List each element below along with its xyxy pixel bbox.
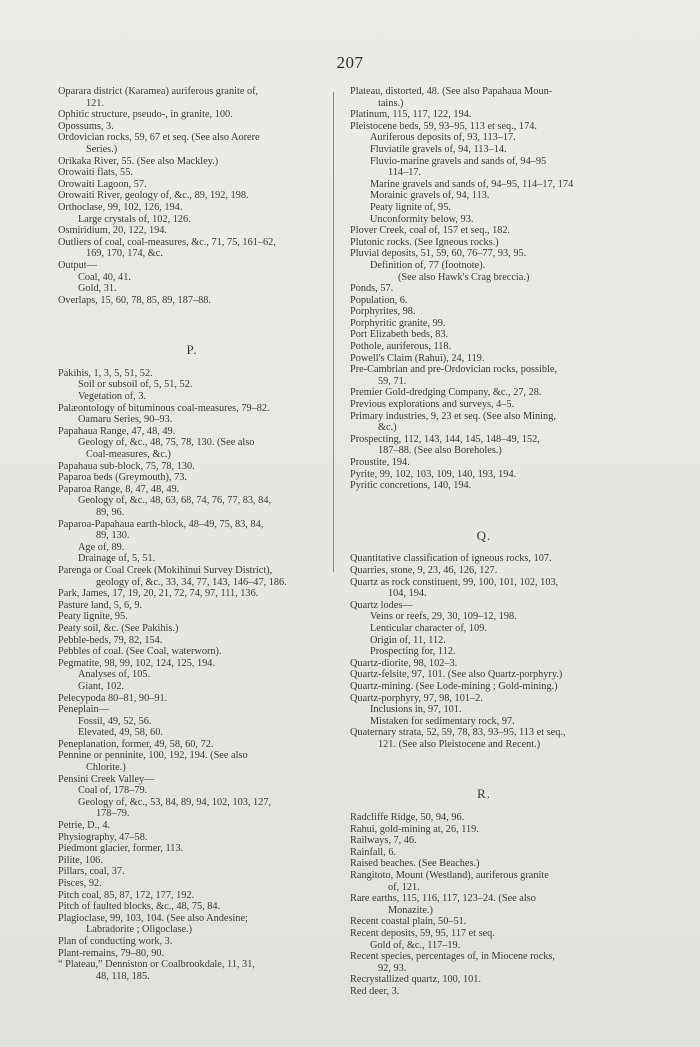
index-entry: Pebbles of coal. (See Coal, waterworn).	[58, 646, 222, 658]
section-letter-heading: R.	[477, 786, 491, 802]
index-entry: Peneplain—	[58, 704, 109, 716]
index-subentry: Oamaru Series, 90–93.	[78, 414, 173, 426]
index-subentry: tains.)	[378, 97, 404, 109]
index-column-right	[350, 86, 618, 998]
index-entry: Pleistocene beds, 59, 93–95, 113 et seq., 174.	[350, 120, 537, 132]
index-entry: Ordovician rocks, 59, 67 et seq. (See also Aorere	[58, 132, 260, 144]
index-subentry: Mistaken for sedimentary rock, 97.	[370, 715, 515, 727]
index-subentry: Elevated, 49, 58, 60.	[78, 727, 163, 739]
index-entry: Pennine or penninite, 100, 192, 194. (See also	[58, 750, 248, 762]
index-subentry: Geology of, &c., 48, 75, 78, 130. (See also	[78, 437, 255, 449]
index-entry: Park, James, 17, 19, 20, 21, 72, 74, 97, 111, 136.	[58, 588, 259, 600]
index-subentry: geology of, &c., 33, 34, 77, 143, 146–47, 186.	[96, 576, 287, 588]
index-entry: Pegmatite, 98, 99, 102, 124, 125, 194.	[58, 657, 216, 669]
index-entry: Premier Gold-dredging Company, &c., 27, 28.	[350, 387, 542, 399]
index-subentry: Vegetation of, 3.	[78, 391, 147, 403]
index-entry: Powell's Claim (Rahui), 24, 119.	[350, 352, 485, 364]
index-entry: Prospecting, 112, 143, 144, 145, 148–49, 152,	[350, 433, 540, 445]
section-letter-heading: P.	[186, 342, 198, 358]
index-entry: Quarries, stone, 9, 23, 46, 126, 127.	[350, 564, 498, 576]
index-subentry: Origin of, 11, 112.	[370, 634, 446, 646]
index-entry: Recent coastal plain, 50–51.	[350, 916, 467, 928]
index-subentry: Unconformity below, 93.	[370, 213, 474, 225]
index-entry: Pitch coal, 85, 87, 172, 177, 192.	[58, 889, 195, 901]
index-entry: Quartz-porphyry, 97, 98, 101–2.	[350, 692, 483, 704]
index-subentry: Fluviatile gravels of, 94, 113–14.	[370, 143, 507, 155]
index-entry: Peneplanation, former, 49, 58, 60, 72.	[58, 738, 214, 750]
index-entry: Rahui, gold-mining at, 26, 119.	[350, 823, 479, 835]
index-entry: Paparoa Range, 8, 47, 48, 49.	[58, 483, 180, 495]
index-entry: Pluvial deposits, 51, 59, 60, 76–77, 93, 95.	[350, 248, 527, 260]
index-entry: Rainfall, 6.	[350, 846, 397, 858]
index-entry: Pillars, coal, 37.	[58, 866, 125, 878]
index-entry: Orowaiti Lagoon, 57.	[58, 178, 147, 190]
index-entry: Recent species, percentages of, in Miocene rocks,	[350, 951, 555, 963]
index-entry: Petrie, D., 4.	[58, 820, 111, 832]
index-entry: Papahaua Range, 47, 48, 49.	[58, 425, 176, 437]
index-entry: Orthoclase, 99, 102, 126, 194.	[58, 201, 183, 213]
index-subentry: Gold of, &c., 117–19.	[370, 939, 461, 951]
index-entry: Raised beaches. (See Beaches.)	[350, 858, 480, 870]
index-subentry: Drainage of, 5, 51.	[78, 553, 156, 565]
index-subentry: 59, 71.	[378, 375, 407, 387]
index-subentry: 121. (See also Pleistocene and Recent.)	[378, 738, 541, 750]
index-subentry: 187–88. (See also Boreholes.)	[378, 445, 502, 457]
index-subentry: Coal, 40, 41.	[78, 271, 131, 283]
index-entry: Rangitoto, Mount (Westland), auriferous granite	[350, 870, 549, 882]
index-entry: Pilite, 106.	[58, 854, 103, 866]
section-letter-heading: Q.	[476, 527, 492, 543]
index-entry: Plutonic rocks. (See Igneous rocks.)	[350, 236, 499, 248]
index-subentry: Inclusions in, 97, 101.	[370, 704, 462, 716]
index-entry: Plan of conducting work, 3.	[58, 935, 173, 947]
index-subentry: Peaty lignite of, 95.	[370, 201, 451, 213]
index-subentry: Marine gravels and sands of, 94–95, 114–17, 174	[370, 178, 574, 190]
index-entry: Orowaiti River, geology of, &c., 89, 192, 198.	[58, 190, 249, 202]
index-entry: Outliers of coal, coal-measures, &c., 71, 75, 161–62,	[58, 236, 276, 248]
index-entry: Radcliffe Ridge, 50, 94, 96.	[350, 812, 465, 824]
index-subentry: Chlorite.)	[86, 762, 126, 774]
index-entry: Rare earths, 115, 116, 117, 123–24. (See also	[350, 893, 536, 905]
index-entry: Overlaps, 15, 60, 78, 85, 89, 187–88.	[58, 294, 212, 306]
index-entry: Pyritic concretions, 140, 194.	[350, 480, 472, 492]
index-entry: Quartz-diorite, 98, 102–3.	[350, 657, 458, 669]
index-entry: Plover Creek, coal of, 157 et seq., 182.	[350, 225, 511, 237]
index-entry: Paparoa beds (Greymouth), 73.	[58, 472, 187, 484]
index-subentry: (See also Hawk's Crag breccia.)	[398, 271, 530, 283]
index-subentry: 48, 118, 185.	[96, 970, 150, 982]
index-subentry: 92, 93.	[378, 962, 407, 974]
index-subentry: Coal-measures, &c.)	[86, 449, 171, 461]
index-entry: Plagioclase, 99, 103, 104. (See also Andesine;	[58, 912, 248, 924]
index-entry: Output—	[58, 259, 97, 271]
index-entry: Orikaka River, 55. (See also Mackley.)	[58, 155, 219, 167]
index-entry: Peaty lignite, 95.	[58, 611, 128, 623]
index-entry: Quartz lodes—	[350, 599, 413, 611]
index-entry: Quaternary strata, 52, 59, 78, 83, 93–95, 113 et seq.,	[350, 727, 566, 739]
index-entry: Porphyritic granite, 99.	[350, 317, 446, 329]
index-entry: Quartz as rock constituent, 99, 100, 101, 102, 103,	[350, 576, 559, 588]
index-entry: Osmiridium, 20, 122, 194.	[58, 225, 167, 237]
index-subentry: Definition of, 77 (footnote).	[370, 259, 486, 271]
index-entry: Port Elizabeth beds, 83.	[350, 329, 449, 341]
index-subentry: 89, 130.	[96, 530, 130, 542]
index-entry: Palæontology of bituminous coal-measures, 79–82.	[58, 402, 270, 414]
index-entry: Pisces, 92.	[58, 878, 102, 889]
index-entry: Proustite, 194.	[350, 457, 410, 468]
index-entry: Pensini Creek Valley—	[58, 773, 155, 785]
index-entry: Ophitic structure, pseudo-, in granite, 100.	[58, 109, 233, 121]
index-entry: Pelecypoda 80–81, 90–91.	[58, 692, 168, 704]
index-entry: Quartz-mining. (See Lode-mining ; Gold-mining.)	[350, 680, 558, 692]
index-entry: Papahaua sub-block, 75, 78, 130.	[58, 460, 195, 472]
index-subentry: 178–79.	[96, 808, 130, 820]
index-entry: Quantitative classification of igneous rocks, 107.	[350, 553, 552, 565]
index-subentry: Giant, 102.	[78, 680, 125, 692]
index-subentry: Prospecting for, 112.	[370, 646, 456, 658]
page-number: 207	[336, 53, 364, 72]
index-subentry: Series.)	[86, 143, 118, 155]
index-entry: Parenga or Coal Creek (Mokihinui Survey District),	[58, 564, 273, 576]
column-divider	[333, 92, 334, 572]
index-subentry: Geology of, &c., 48, 63, 68, 74, 76, 77, 83, 84,	[78, 495, 272, 507]
index-subentry: Gold, 31.	[78, 283, 117, 295]
index-subentry: Age of, 89.	[78, 541, 125, 553]
index-entry: Pre-Cambrian and pre-Ordovician rocks, possible,	[350, 364, 558, 376]
index-entry: Porphyrites, 98.	[350, 306, 416, 318]
index-entry: Platinum, 115, 117, 122, 194.	[350, 109, 472, 121]
index-entry: Primary industries, 9, 23 et seq. (See also Mining,	[350, 410, 556, 422]
index-entry: Pakihis, 1, 3, 5, 51, 52.	[58, 367, 153, 379]
index-subentry: 114–17.	[388, 167, 422, 179]
index-subentry: Auriferous deposits of, 93, 113–17.	[370, 132, 516, 144]
index-subentry: Fossil, 49, 52, 56.	[78, 715, 152, 727]
index-subentry: Geology of, &c., 53, 84, 89, 94, 102, 103, 127,	[78, 796, 272, 808]
index-subentry: of, 121.	[388, 881, 420, 893]
index-subentry: 169, 170, 174, &c.	[86, 248, 163, 260]
index-entry: Ponds, 57.	[350, 283, 394, 295]
index-entry: Paparoa-Papahaua earth-block, 48–49, 75, 83, 84,	[58, 518, 264, 530]
index-subentry: Soil or subsoil of, 5, 51, 52.	[78, 379, 193, 391]
index-subentry: Coal of, 178–79.	[78, 785, 148, 797]
index-entry: “ Plateau,” Denniston or Coalbrookdale, 11, 31,	[58, 959, 255, 971]
index-entry: Recrystallized quartz, 100, 101.	[350, 974, 481, 986]
index-subentry: 104, 194.	[388, 588, 427, 600]
index-subentry: Lenticular character of, 109.	[370, 622, 487, 634]
index-entry: Quartz-felsite, 97, 101. (See also Quartz-porphyry.)	[350, 669, 563, 681]
index-subentry: Analyses of, 105.	[78, 669, 151, 681]
index-entry: Pitch of faulted blocks, &c., 48, 75, 84.	[58, 901, 221, 913]
index-entry: Population, 6.	[350, 294, 408, 306]
index-subentry: Veins or reefs, 29, 30, 109–12, 198.	[370, 611, 517, 623]
index-entry: Railways, 7, 46.	[350, 835, 417, 847]
index-entry: Recent deposits, 59, 95, 117 et seq.	[350, 928, 495, 939]
index-entry: Red deer, 3.	[350, 985, 400, 997]
index-subentry: Labradorite ; Oligoclase.)	[86, 924, 193, 936]
index-column-left	[58, 86, 326, 982]
index-entry: Pasture land, 5, 6, 9.	[58, 599, 143, 611]
index-entry: Physiography, 47–58.	[58, 831, 148, 843]
index-subentry: &c.)	[378, 422, 397, 434]
index-subentry: Morainic gravels of, 94, 113.	[370, 190, 490, 202]
index-subentry: Monazite.)	[388, 904, 433, 916]
index-entry: Piedmont glacier, former, 113.	[58, 843, 184, 855]
index-subentry: Large crystals of, 102, 126.	[78, 213, 191, 225]
index-subentry: 89, 96.	[96, 507, 125, 518]
index-entry: Pyrite, 99, 102, 103, 109, 140, 193, 194.	[350, 468, 517, 480]
index-entry: Opossums, 3.	[58, 120, 114, 132]
index-entry: Plant-remains, 79–80, 90.	[58, 947, 165, 959]
index-entry: Oparara district (Karamea) auriferous granite of,	[58, 86, 259, 97]
index-subentry: 121.	[86, 97, 105, 109]
index-entry: Pothole, auriferous, 118.	[350, 341, 452, 353]
index-entry: Orowaiti flats, 55.	[58, 167, 133, 179]
index-entry: Previous explorations and surveys, 4–5.	[350, 399, 515, 411]
index-entry: Peaty soil, &c. (See Pakihis.)	[58, 622, 179, 634]
index-entry: Pebble-beds, 79, 82, 154.	[58, 634, 163, 646]
index-entry: Plateau, distorted, 48. (See also Papahaua Moun-	[350, 86, 553, 97]
index-subentry: Fluvio-marine gravels and sands of, 94–95	[370, 155, 547, 167]
